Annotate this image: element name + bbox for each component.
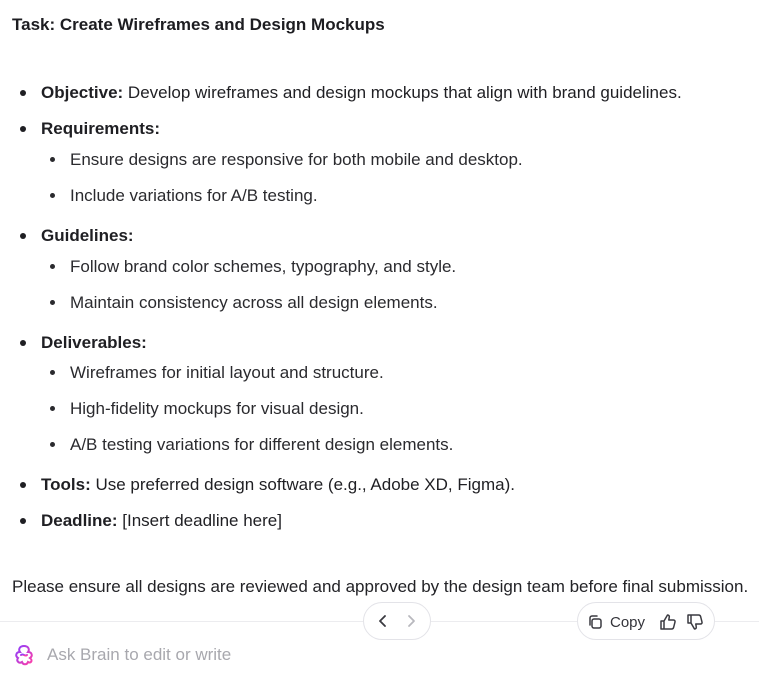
bullet (20, 518, 26, 524)
tools-label: Tools: (41, 475, 91, 494)
chevron-left-icon[interactable] (374, 612, 392, 630)
task-title: Task: Create Wireframes and Design Mockups (12, 15, 385, 34)
closing-note: Please ensure all designs are reviewed and approved by the design team before final submission. (12, 577, 749, 596)
deliverables-label: Deliverables: (41, 333, 147, 352)
bullet (20, 482, 26, 488)
tools-text: Use preferred design software (e.g., Adobe XD, Figma). (90, 475, 515, 494)
bullet (20, 90, 26, 96)
thumbs-down-icon[interactable] (685, 612, 705, 632)
brain-logo-icon (12, 643, 36, 667)
chevron-right-icon[interactable] (402, 612, 420, 630)
deadline-text: [Insert deadline here] (117, 511, 282, 530)
objective-label: Objective: (41, 83, 124, 102)
copy-icon (586, 613, 604, 631)
requirements-label: Requirements: (41, 119, 161, 138)
deadline-label: Deadline: (41, 511, 118, 530)
response-actions (577, 602, 715, 640)
copy-button[interactable] (586, 611, 645, 633)
thumbs-up-icon[interactable] (658, 612, 678, 632)
bullet (20, 233, 26, 239)
response-navigation (363, 602, 431, 640)
bullet (20, 340, 26, 346)
copy-label: Copy (610, 613, 646, 631)
bullet (20, 126, 26, 132)
guidelines-label: Guidelines: (41, 226, 134, 245)
objective-text: Develop wireframes and design mockups that align with brand guidelines. (123, 83, 682, 102)
ask-brain-input[interactable] (47, 642, 737, 668)
